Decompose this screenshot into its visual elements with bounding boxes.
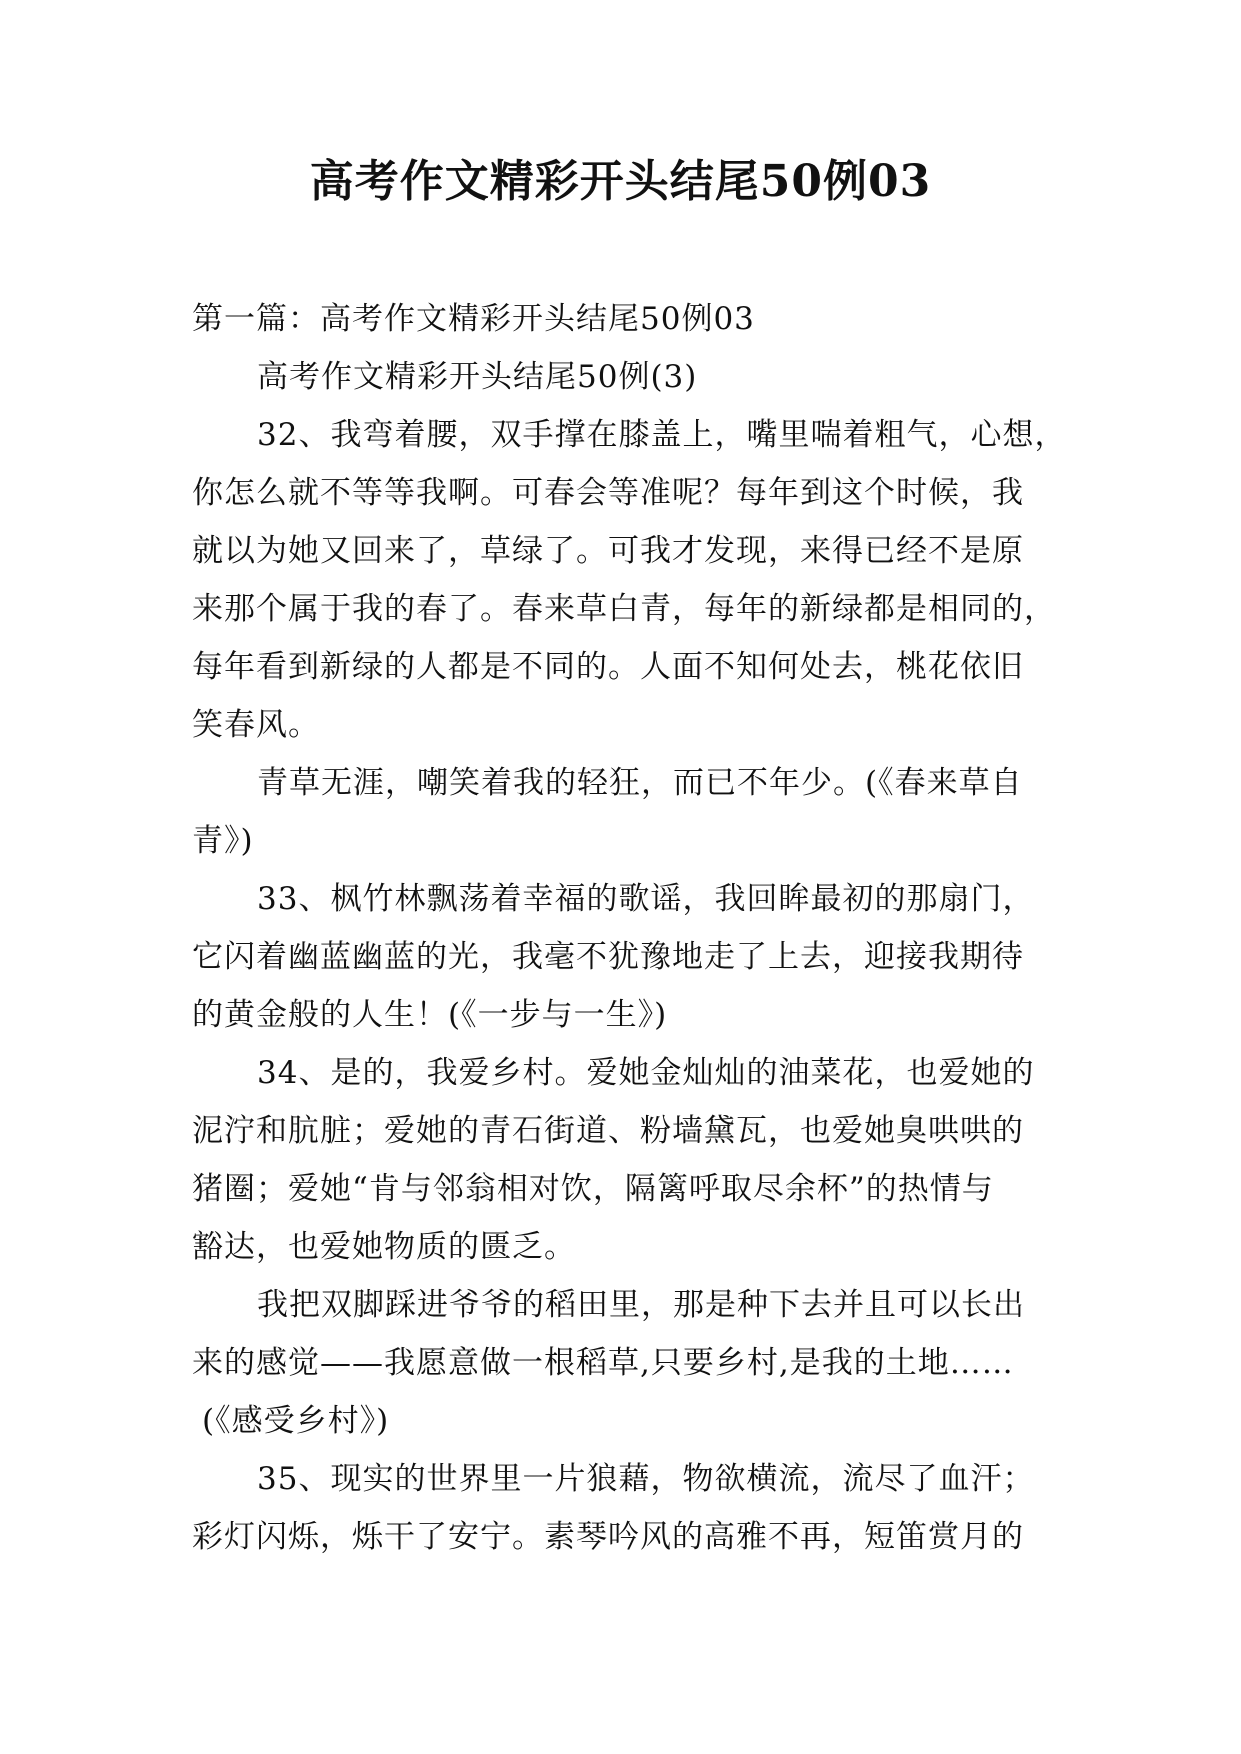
text-line: 35、现实的世界里一片狼藉，物欲横流，流尽了血汗； bbox=[257, 1461, 1035, 1497]
text-line: 来那个属于我的春了。春来草白青，每年的新绿都是相同的， bbox=[192, 591, 1056, 627]
text-line: 的黄金般的人生！(《一步与一生》) bbox=[192, 997, 668, 1033]
text-line: 它闪着幽蓝幽蓝的光，我毫不犹豫地走了上去，迎接我期待 bbox=[192, 939, 1024, 975]
text-line: 笑春风。 bbox=[192, 707, 320, 743]
text-line: 猪圈；爱她“肯与邻翁相对饮，隔篱呼取尽余杯”的热情与 bbox=[192, 1171, 994, 1207]
text-line: 我把双脚踩进爷爷的稻田里，那是种下去并且可以长出 bbox=[257, 1287, 1025, 1323]
text-line: (《感受乡村》) bbox=[202, 1403, 390, 1439]
text-line: 32、我弯着腰，双手撑在膝盖上，嘴里喘着粗气，心想， bbox=[257, 417, 1067, 453]
text-line: 33、枫竹林飘荡着幸福的歌谣，我回眸最初的那扇门， bbox=[257, 881, 1035, 917]
text-line: 豁达，也爱她物质的匮乏。 bbox=[192, 1229, 576, 1265]
text-line: 来的感觉——我愿意做一根稻草,只要乡村,是我的土地…… bbox=[192, 1345, 1014, 1381]
text-line: 第一篇：高考作文精彩开头结尾50例03 bbox=[192, 301, 755, 337]
text-line: 每年看到新绿的人都是不同的。人面不知何处去，桃花依旧 bbox=[192, 649, 1024, 685]
text-line: 泥泞和肮脏；爱她的青石街道、粉墙黛瓦，也爱她臭哄哄的 bbox=[192, 1113, 1024, 1149]
text-line: 青草无涯，嘲笑着我的轻狂，而已不年少。(《春来草自 bbox=[257, 765, 1023, 801]
text-line: 青》) bbox=[192, 823, 254, 859]
text-line: 34、是的，我爱乡村。爱她金灿灿的油菜花，也爱她的 bbox=[257, 1055, 1035, 1091]
document-body bbox=[192, 290, 1067, 1566]
text-line: 高考作文精彩开头结尾50例(3) bbox=[257, 359, 698, 395]
text-line: 就以为她又回来了，草绿了。可我才发现，来得已经不是原 bbox=[192, 533, 1024, 569]
text-line: 你怎么就不等等我啊。可春会等准呢？每年到这个时候，我 bbox=[192, 475, 1024, 511]
document-title: 高考作文精彩开头结尾50例03 bbox=[309, 156, 932, 207]
text-line: 彩灯闪烁，烁干了安宁。素琴吟风的高雅不再，短笛赏月的 bbox=[192, 1519, 1024, 1555]
